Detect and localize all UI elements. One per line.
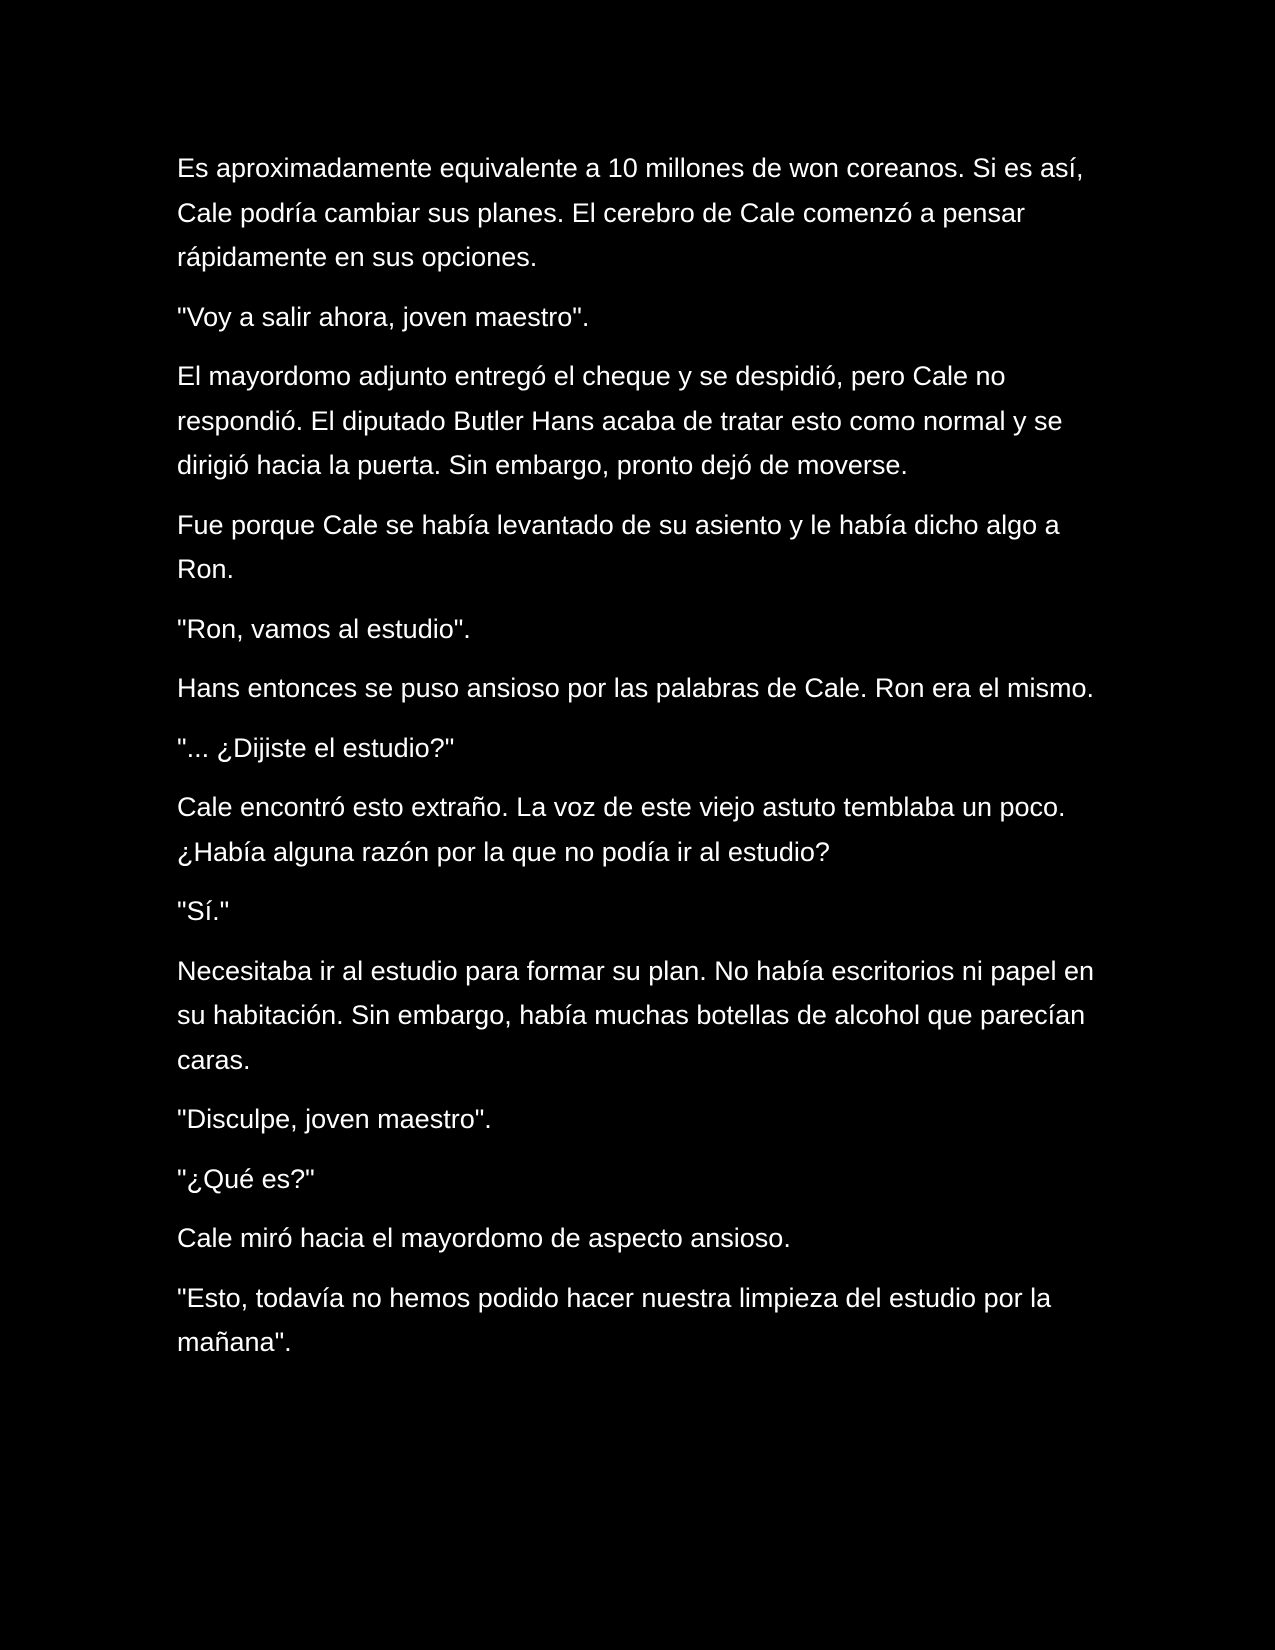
paragraph: Cale miró hacia el mayordomo de aspecto ansioso. (177, 1223, 791, 1253)
paragraph: Necesitaba ir al estudio para formar su plan. No había escritorios ni papel en su habitación. Sin embargo, había muchas botellas de alcohol que parecían caras. (177, 955, 1094, 1075)
paragraph: "... ¿Dijiste el estudio?" (177, 732, 455, 763)
paragraph: "Ron, vamos al estudio". (177, 613, 471, 644)
paragraph: "Disculpe, joven maestro". (177, 1104, 492, 1134)
paragraph: Fue porque Cale se había levantado de su asiento y le había dicho algo a Ron. (177, 509, 1060, 584)
paragraph: "Voy a salir ahora, joven maestro". (177, 301, 590, 332)
paragraph: "¿Qué es?" (177, 1163, 315, 1194)
paragraph: Hans entonces se puso ansioso por las palabras de Cale. Ron era el mismo. (177, 673, 1094, 703)
paragraph: "Esto, todavía no hemos podido hacer nuestra limpieza del estudio por la mañana". (177, 1282, 1052, 1357)
paragraph: "Sí." (177, 896, 230, 926)
paragraph: Es aproximadamente equivalente a 10 millones de won coreanos. Si es así, Cale podría cambiar sus planes. El cerebro de Cale comenzó a pensar rápidamente en sus opciones. (177, 153, 1084, 272)
paragraph: Cale encontró esto extraño. La voz de este viejo astuto temblaba un poco. ¿Había alguna razón por la que no podía ir al estudio? (177, 792, 1066, 867)
document-body (177, 146, 1107, 1380)
paragraph: El mayordomo adjunto entregó el cheque y se despidió, pero Cale no respondió. El diputado Butler Hans acaba de tratar esto como normal y se dirigió hacia la puerta. Sin embargo, pronto dejó de moverse. (177, 361, 1063, 480)
